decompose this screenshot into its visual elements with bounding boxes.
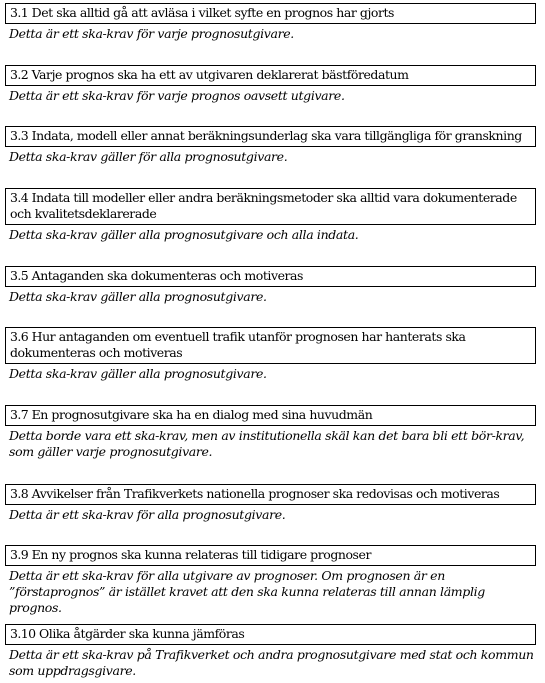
requirement-note: Detta ska-krav gäller för alla prognosutgivare. [9, 149, 288, 164]
requirement-3-9 [5, 545, 536, 616]
requirement-number: 3.10 [10, 626, 36, 641]
requirement-note: Detta är ett ska-krav på Trafikverket och andra prognosutgivare med stat och kommun som uppdragsgivare. [9, 647, 534, 678]
requirement-3-2 [5, 65, 536, 104]
requirement-title: Indata till modeller eller andra beräkningsmetoder ska alltid vara dokumenterade och kvalitetsdeklarerade [10, 190, 517, 221]
requirement-3-1 [5, 3, 536, 42]
requirement-heading-box [5, 405, 536, 426]
requirement-title: Olika åtgärder ska kunna jämföras [38, 626, 245, 641]
requirement-heading-box [5, 188, 536, 225]
requirement-number: 3.6 [10, 329, 29, 344]
requirement-number: 3.7 [10, 407, 29, 422]
requirement-number: 3.5 [10, 268, 29, 283]
requirement-heading-box [5, 126, 536, 147]
requirement-title: Indata, modell eller annat beräkningsunderlag ska vara tillgängliga för granskning [31, 128, 522, 143]
requirement-3-5 [5, 266, 536, 305]
requirement-3-10 [5, 624, 536, 679]
requirement-3-6 [5, 327, 536, 382]
requirement-3-3 [5, 126, 536, 165]
requirement-title: Varje prognos ska ha ett av utgivaren deklarerat bästföredatum [31, 67, 409, 82]
requirement-title: Det ska alltid gå att avläsa i vilket syfte en prognos har gjorts [31, 5, 395, 20]
requirement-title: Hur antaganden om eventuell trafik utanför prognosen har hanterats ska dokumenteras och motiveras [10, 329, 466, 360]
requirement-note: Detta ska-krav gäller alla prognosutgivare och alla indata. [9, 227, 359, 242]
requirement-heading-box [5, 624, 536, 645]
requirement-note: Detta är ett ska-krav för alla utgivare av prognoser. Om prognosen är en ”förstaprognos” är istället kravet att den ska kunna relateras till annan lämplig prognos. [9, 568, 485, 615]
requirement-3-8 [5, 484, 536, 523]
requirement-title: En prognosutgivare ska ha en dialog med sina huvudmän [31, 407, 373, 422]
requirement-number: 3.3 [10, 128, 29, 143]
requirement-3-7 [5, 405, 536, 460]
requirement-note: Detta ska-krav gäller alla prognosutgivare. [9, 366, 267, 381]
requirement-heading-box [5, 327, 536, 364]
requirement-note: Detta är ett ska-krav för varje prognosutgivare. [9, 26, 294, 41]
requirement-note: Detta är ett ska-krav för varje prognos oavsett utgivare. [9, 88, 345, 103]
requirement-number: 3.2 [10, 67, 29, 82]
requirement-note: Detta ska-krav gäller alla prognosutgivare. [9, 289, 267, 304]
requirement-heading-box [5, 3, 536, 24]
requirement-title: En ny prognos ska kunna relateras till tidigare prognoser [31, 547, 371, 562]
requirement-title: Antaganden ska dokumenteras och motiveras [31, 268, 304, 283]
requirement-heading-box [5, 545, 536, 566]
requirement-heading-box [5, 65, 536, 86]
requirement-note: Detta borde vara ett ska-krav, men av institutionella skäl kan det bara bli ett bör-krav, som gäller varje prognosutgivare. [9, 428, 525, 459]
requirement-number: 3.8 [10, 486, 29, 501]
requirement-title: Avvikelser från Trafikverkets nationella prognoser ska redovisas och motiveras [31, 486, 500, 501]
requirement-heading-box [5, 484, 536, 505]
requirement-3-4 [5, 188, 536, 243]
requirement-number: 3.1 [10, 5, 29, 20]
requirement-heading-box [5, 266, 536, 287]
requirement-number: 3.9 [10, 547, 29, 562]
requirement-note: Detta är ett ska-krav för alla prognosutgivare. [9, 507, 286, 522]
requirement-number: 3.4 [10, 190, 29, 205]
